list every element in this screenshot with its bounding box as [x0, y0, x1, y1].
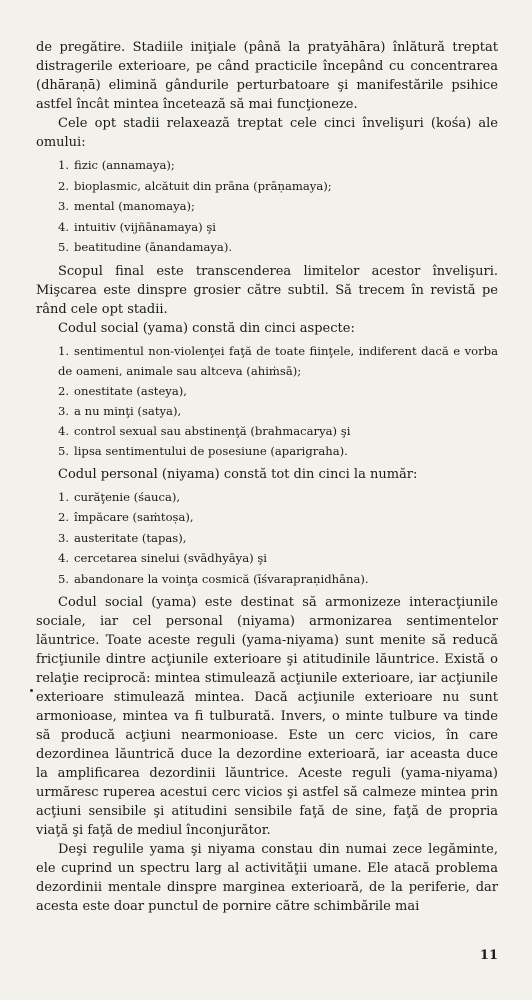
list-item: 5. beatitudine (ānandamaya). — [58, 240, 233, 254]
paragraph-intro: de pregătire. Stadiile iniţiale (până la pratyāhāra) înlătură treptat distragerile exterioare, pe când practicile începând cu concentrarea (dhāraṇā) elimină gândurile perturbatoare şi manifestările psihice astfel încât mintea încetează să mai funcţioneze. — [36, 40, 498, 112]
paragraph-yama-niyama: Codul social (yama) este destinat să armonizeze interacţiunile sociale, iar cel personal (niyama) armonizarea sentimentelor lăuntrice. Toate aceste reguli (yama-niyama) sunt menite să reducă fricţiunile dintre acţiunile exterioare şi atitudinile lăuntrice. Există o relaţie reciprocă: mintea stimulează acţiunile exterioare, iar acţiunile exterioare stimulează mintea. Dacă acţiunile exterioare nu sunt armonioase, mintea va fi tulburată. Invers, o minte tulbure va tinde să producă acţiuni nearmonioase. Este un cerc vicios, în care dezordinea lăuntrică duce la dezordine exterioară, iar aceasta duce la amplificarea dezordinii lăuntrice. Aceste reguli (yama-niyama) urmăresc ruperea acestui cerc vicios şi astfel să calmeze mintea prin acţiuni sensibile şi atitudini sensibile faţă de sine, faţă de propria viaţă şi faţă de mediul înconjurător. — [36, 595, 498, 838]
list-item: 1. sentimentul non-violenţei faţă de toate fiinţele, indiferent dacă e vorba de oameni, animale sau altceva (ahiṁsā); — [58, 343, 498, 378]
list-item: 4. cercetarea sinelui (svādhyāya) şi — [58, 551, 267, 565]
list-item: 2. bioplasmic, alcătuit din prāna (prāṇamaya); — [58, 178, 332, 193]
list-item: 3. austeritate (tapas), — [58, 530, 187, 545]
kosa-list — [36, 155, 498, 258]
paragraph-final-goal: Scopul final este transcenderea limitelor acestor învelişuri. Mişcarea este dinspre grosier către subtil. Să trecem în revistă pe rând cele opt stadii. — [36, 263, 498, 317]
margin-dot — [30, 689, 33, 692]
list-item: 2. onestitate (asteya), — [58, 383, 187, 398]
list-item: 2. împăcare (saṁtoṣa), — [58, 510, 194, 524]
page-number: 11 — [479, 948, 498, 963]
paragraph-kosa-intro: Cele opt stadii relaxează treptat cele cinci învelişuri (kośa) ale omului: — [36, 116, 498, 150]
list-item: 4. intuitiv (vijñānamaya) şi — [58, 219, 216, 234]
paragraph-niyama-intro: Codul personal (niyama) constă tot din cinci la număr: — [58, 466, 418, 482]
yama-list — [36, 341, 498, 461]
list-item: 5. abandonare la voinţa cosmică (īśvarapraṇidhāna). — [58, 571, 369, 586]
list-item: 4. control sexual sau abstinenţă (brahmacarya) şi — [58, 423, 351, 438]
paragraph-yama-intro: Codul social (yama) constă din cinci aspecte: — [58, 320, 355, 336]
list-item: 3. mental (manomaya); — [58, 199, 195, 213]
list-item: 1. fizic (annamaya); — [58, 158, 175, 172]
list-item: 3. a nu minţi (satya), — [58, 403, 182, 418]
niyama-list — [36, 487, 498, 590]
list-item: 5. lipsa sentimentului de posesiune (aparigraha). — [58, 443, 348, 458]
paragraph-ten-vows: Deşi regulile yama şi niyama constau din numai zece legăminte, ele cuprind un spectru larg al activităţii umane. Ele atacă problema dezordinii mentale dinspre marginea exterioară, de la periferie, dar acesta este doar punctul de pornire către schimbările mai — [36, 842, 498, 914]
list-item: 1. curăţenie (śauca), — [58, 489, 181, 504]
